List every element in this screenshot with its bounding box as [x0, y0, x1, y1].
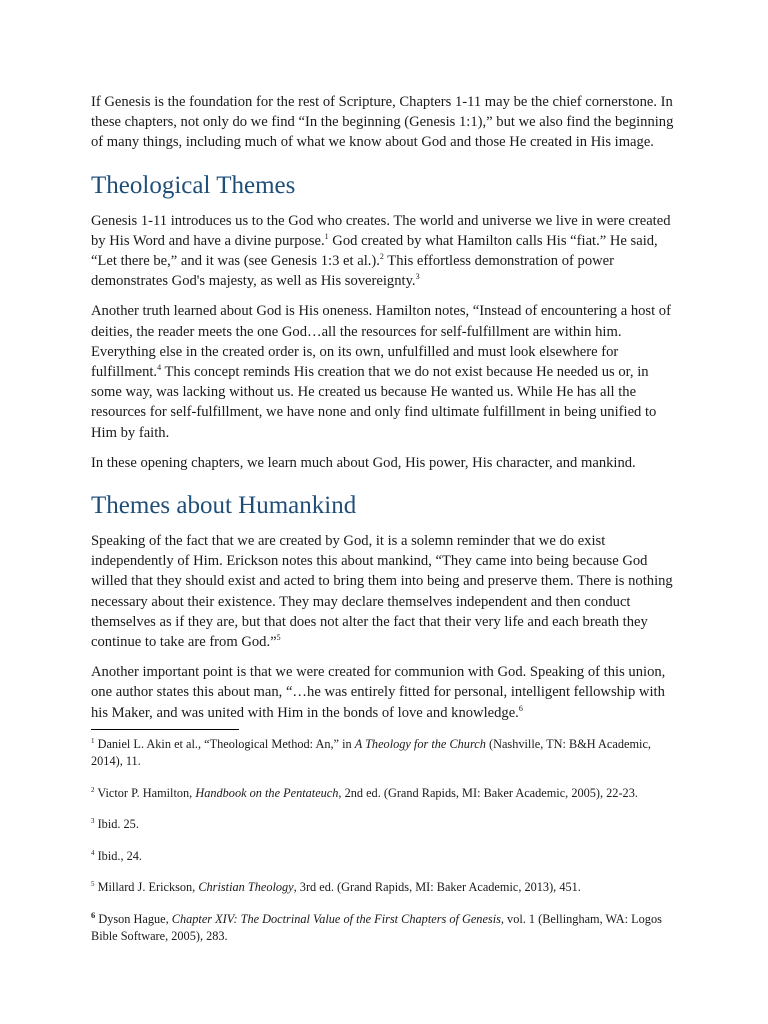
paragraph-text: Another truth learned about God is His oneness. Hamilton notes, “Instead of encountering a host of deities, the reader meets the one God…all the resources for self-fulfillment are within him. Everything else in the created order is, on its own, unfulfilled and must look elsewhere for fulfillment. [91, 303, 671, 381]
theological-paragraph-3: In these opening chapters, we learn much about God, His power, His character, and mankind. [91, 454, 636, 471]
footnote-number: 2 [91, 785, 95, 794]
theological-paragraph-2 [91, 301, 678, 442]
footnote-text: Victor P. Hamilton, [94, 785, 196, 800]
theological-paragraph-1 [91, 211, 678, 292]
paragraph-text: This effortless demonstration of power demonstrates God's majesty, as well as His sovereignty. [91, 253, 615, 290]
footnote-title: Chapter XIV: The Doctrinal Value of the First Chapters of Genesis [171, 911, 501, 926]
footnotes [91, 736, 678, 946]
footnote-number: 1 [91, 736, 95, 745]
intro-paragraph: If Genesis is the foundation for the rest of Scripture, Chapters 1-11 may be the chief cornerstone. In these chapters, not only do we find “In the beginning (Genesis 1:1),” but we also find the beginning of many things, including much of what we know about God and those He created in His image. [91, 94, 674, 151]
footnote-ref-2[interactable]: 2 [379, 252, 384, 262]
footnote-text: Dyson Hague, [95, 911, 172, 926]
footnote-separator [91, 729, 239, 730]
footnote-ref-3[interactable]: 3 [415, 272, 420, 282]
footnote-2 [91, 785, 678, 803]
footnote-3 [91, 816, 678, 834]
paragraph-text: Genesis 1-11 introduces us to the God who creates. The world and universe we live in were created by His Word and have a divine purpose. [91, 212, 671, 249]
humankind-paragraph-2 [91, 662, 678, 723]
footnote-text: , vol. 1 (Bellingham, WA: Logos Bible Software, 2005), 283. [91, 911, 662, 944]
footnote-4 [91, 848, 678, 866]
humankind-paragraph-1 [91, 531, 678, 652]
paragraph-text: Another important point is that we were created for communion with God. Speaking of this union, one author states this about man, “…he was entirely fitted for personal, intelligent fellowship with his Maker, and was united with Him in the bonds of love and knowledge. [91, 664, 666, 721]
footnote-ref-1[interactable]: 1 [324, 231, 329, 241]
footnote-number: 6 [91, 909, 96, 920]
footnote-ref-4[interactable]: 4 [157, 363, 162, 373]
footnote-number: 4 [91, 848, 95, 857]
footnote-text: (Nashville, TN: B&H Academic, 2014), 11. [91, 736, 651, 769]
footnote-text: , 3rd ed. (Grand Rapids, MI: Baker Academic, 2013), 451. [293, 880, 581, 895]
footnote-title: Christian Theology [198, 880, 294, 895]
paragraph-text: This concept reminds His creation that we do not exist because He needed us or, in some way, was lacking without us. He created us because He wanted us. While He has all the resources for self-fulfillment, we have none and only find ultimate fulfillment in being unified to Him by faith. [91, 364, 657, 441]
footnote-ref-5[interactable]: 5 [276, 633, 281, 643]
footnote-6 [91, 911, 678, 946]
paragraph-text: Speaking of the fact that we are created by God, it is a solemn reminder that we do exist independently of Him. Erickson notes this about mankind, “They came into being because God willed that they should exist and acted to bring them into being and preserve them. There is nothing necessary about their existence. They may declare themselves independent and then conduct themselves as if they are, but that does not alter the fact that their very life and each breath they continue to take are from God.” [91, 533, 673, 651]
footnote-1 [91, 736, 678, 771]
footnote-number: 3 [91, 817, 95, 826]
footnote-text: Ibid. 25. [94, 817, 139, 832]
footnote-ref-6[interactable]: 6 [518, 703, 523, 713]
footnote-text: , 2nd ed. (Grand Rapids, MI: Baker Academic, 2005), 22-23. [338, 785, 638, 800]
footnote-text: Ibid., 24. [94, 848, 142, 863]
footnote-5 [91, 879, 678, 897]
footnote-title: A Theology for the Church [354, 736, 486, 751]
paragraph-text: God created by what Hamilton calls His “fiat.” He said, “Let there be,” and it was (see Genesis 1:3 et al.). [91, 232, 658, 270]
footnote-number: 5 [91, 880, 95, 889]
footnote-title: Handbook on the Pentateuch [195, 785, 339, 800]
footnote-text: Daniel L. Akin et al., “Theological Method: An,” in [94, 736, 355, 751]
footnote-text: Millard J. Erickson, [94, 880, 199, 895]
heading-theological-themes: Theological Themes [91, 171, 296, 199]
heading-themes-about-humankind: Themes about Humankind [91, 492, 357, 520]
